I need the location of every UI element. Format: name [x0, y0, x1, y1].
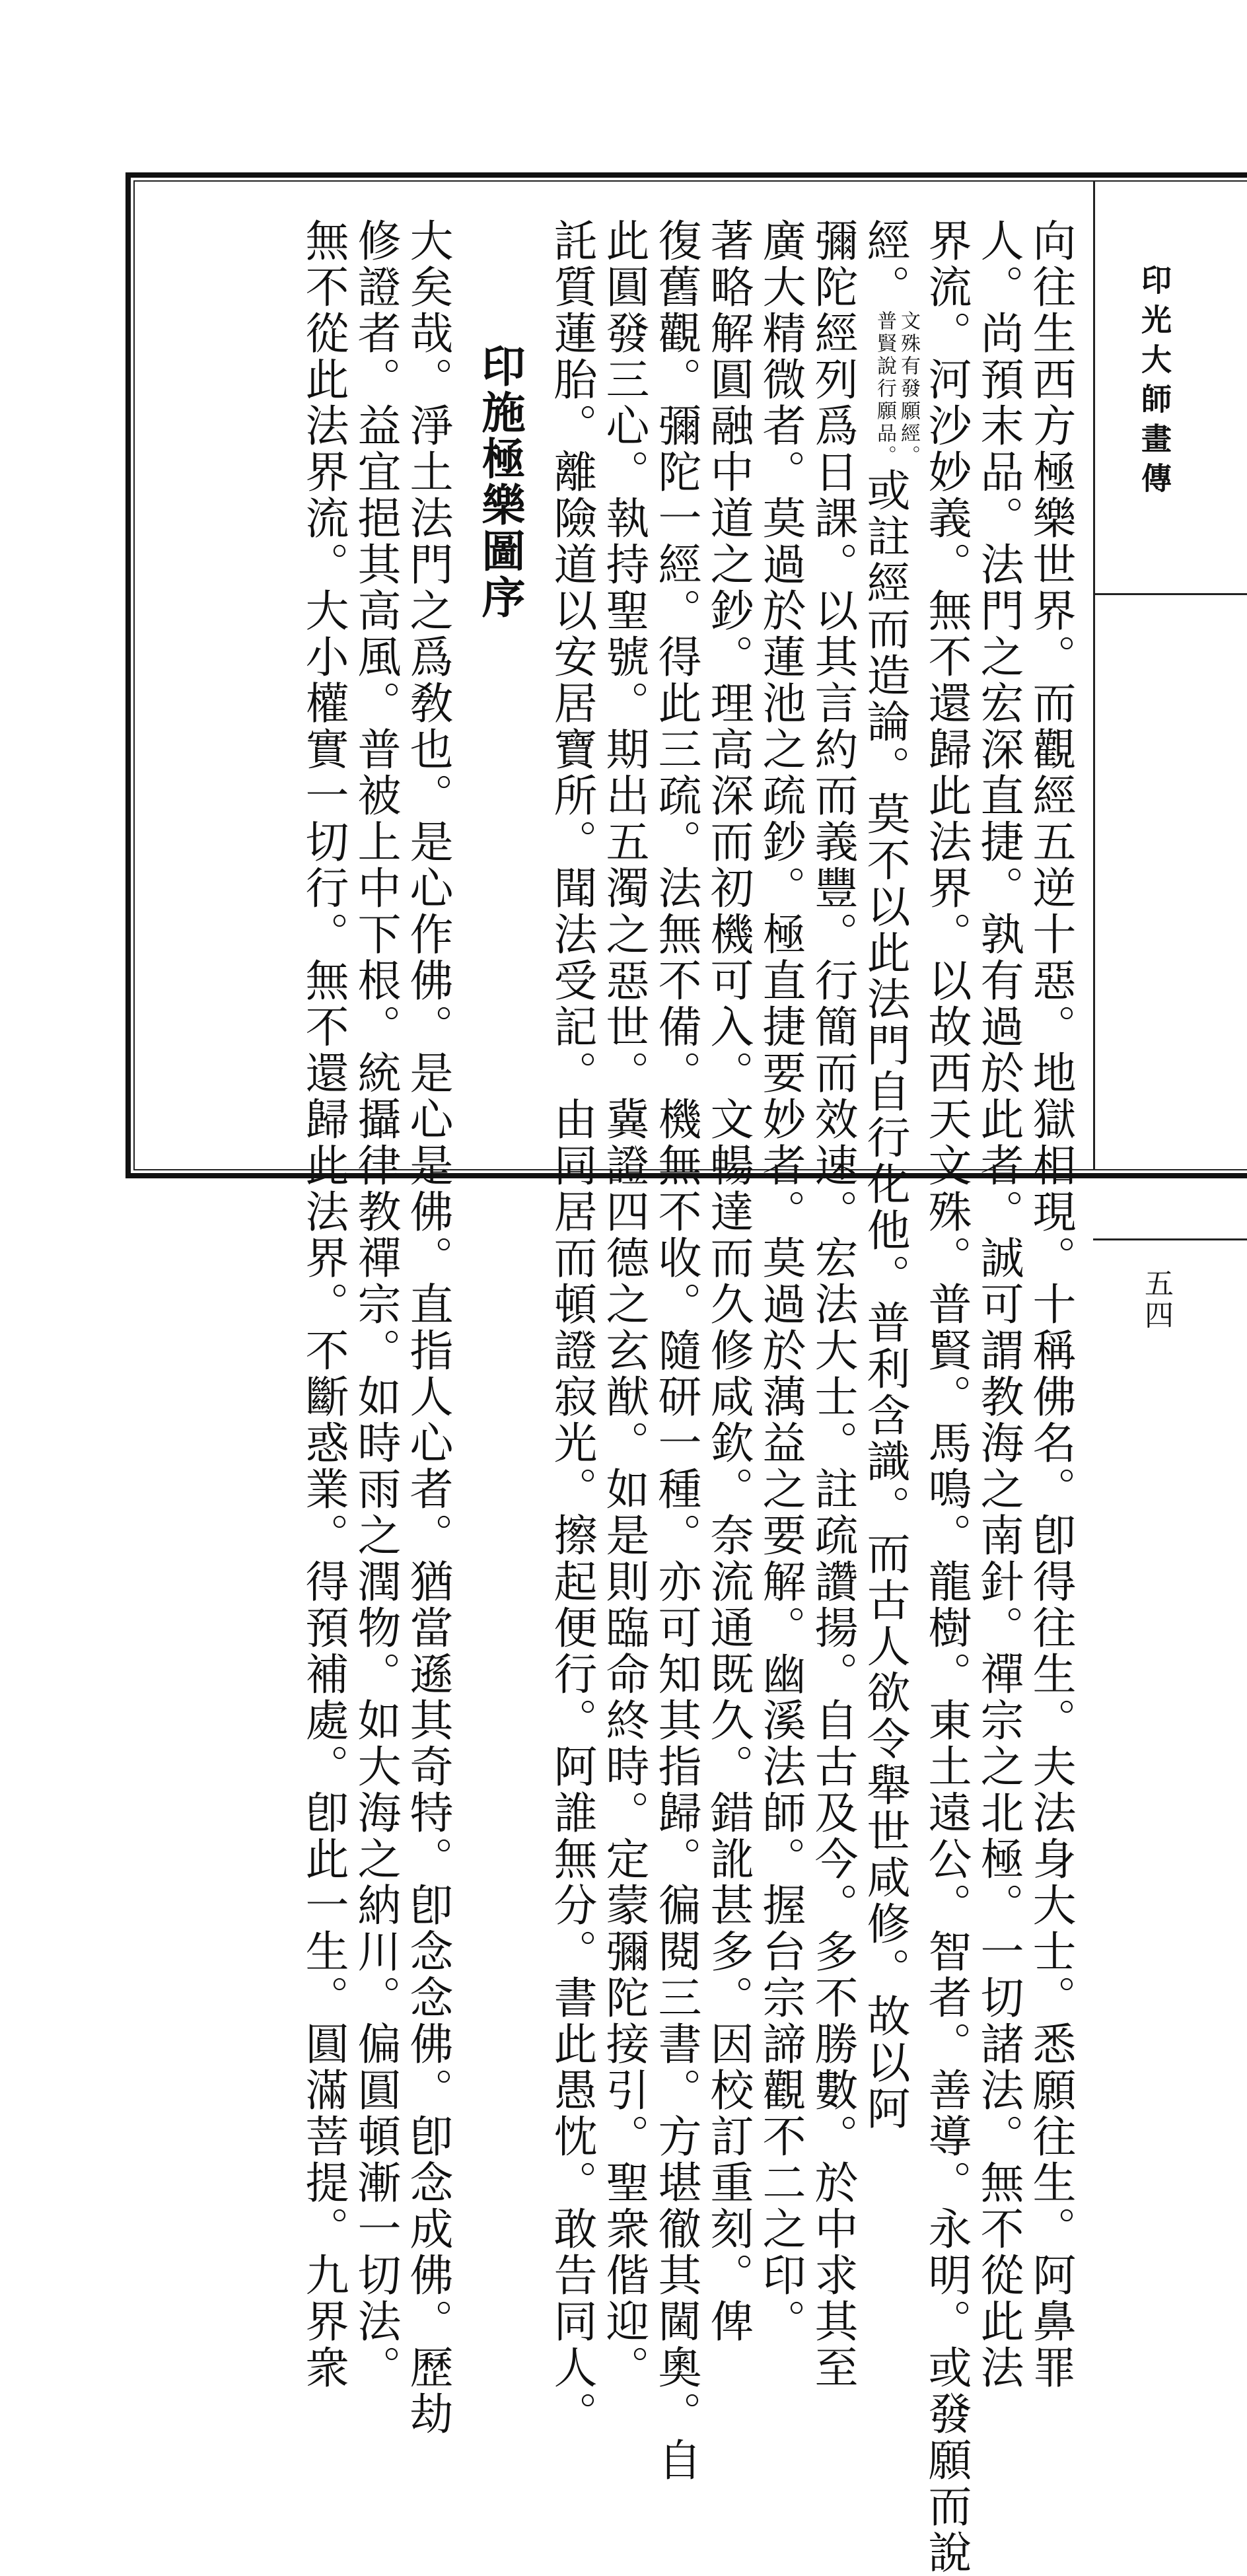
text-column: 廣大精微者。莫過於蓮池之疏鈔。極直捷要妙者。莫過於蕅益之要解。幽溪法師。握台宗諦觀不二之印。: [755, 218, 806, 2345]
text-column: 無不從此法界流。大小權實一切行。無不還歸此法界。不斷惑業。得預補處。卽此一生。圓滿菩提。九界衆: [298, 218, 349, 2391]
text-column: 著略解圓融中道之鈔。理高深而初機可入。文暢達而久修咸欽。奈流通既久。錯訛甚多。因校訂重刻。俾: [703, 218, 754, 2345]
section-title: 印施極樂圖序: [474, 343, 526, 621]
interlinear-note: [873, 310, 920, 468]
text-column: 彌陀經列爲日課。以其言約而義豐。行簡而效速。宏法大士。註疏讚揚。自古及今。多不勝數。於中求其至: [807, 218, 858, 2391]
text-column: 界流。河沙妙義。無不還歸此法界。以故西天文殊。普賢。馬鳴。龍樹。東土遠公。智者。善導。永明。或發願而說: [921, 218, 972, 2576]
text-column: 向往生西方極樂世界。而觀經五逆十惡。地獄相現。十稱佛名。卽得往生。夫法身大士。悉願往生。阿鼻罪: [1025, 218, 1076, 2391]
note-line: 普賢說行願品。: [873, 310, 896, 468]
note-line: 文殊有發願經。: [897, 310, 920, 468]
margin-divider-lower: [1093, 1238, 1247, 1240]
text-column: 復舊觀。彌陀一經。得此三疏。法無不備。機無不收。隨研一種。亦可知其指歸。徧閱三書。方堪徹其閫奧。自: [651, 218, 701, 2484]
page-number: 五四: [1139, 1268, 1173, 1332]
text-column: 此圓發三心。執持聖號。期出五濁之惡世。冀證四德之玄猷。如是則臨命終時。定蒙彌陀接引。聖衆偕迎。: [598, 218, 649, 2391]
main-text: [165, 218, 1077, 2576]
text-fragment: 經。: [859, 218, 910, 310]
text-column: 修證者。益宜挹其高風。普被上中下根。統攝律教禪宗。如時雨之潤物。如大海之納川。偏圓頓漸一切法。: [350, 218, 401, 2391]
running-title: 印光大師畫傳: [1137, 264, 1172, 502]
text-column: 人。尚預末品。法門之宏深直捷。孰有過於此者。誠可謂教海之南針。禪宗之北極。一切諸法。無不從此法: [973, 218, 1024, 2391]
text-column-with-note: [859, 218, 920, 2132]
text-column: 大矣哉。淨土法門之爲敎也。是心作佛。是心是佛。直指人心者。猶當遜其奇特。卽念念佛。卽念成佛。歷劫: [402, 218, 453, 2437]
margin-column-divider: [1093, 180, 1095, 1170]
text-column: 託質蓮胎。離險道以安居寶所。聞法受記。由同居而頓證寂光。擦起便行。阿誰無分。書此愚忱。敢告同人。: [546, 218, 597, 2437]
margin-divider-upper: [1093, 593, 1247, 595]
text-fragment: 或註經而造論。莫不以此法門自行化他。普利含識。而古人欲令舉世咸修。故以阿: [859, 468, 910, 2132]
